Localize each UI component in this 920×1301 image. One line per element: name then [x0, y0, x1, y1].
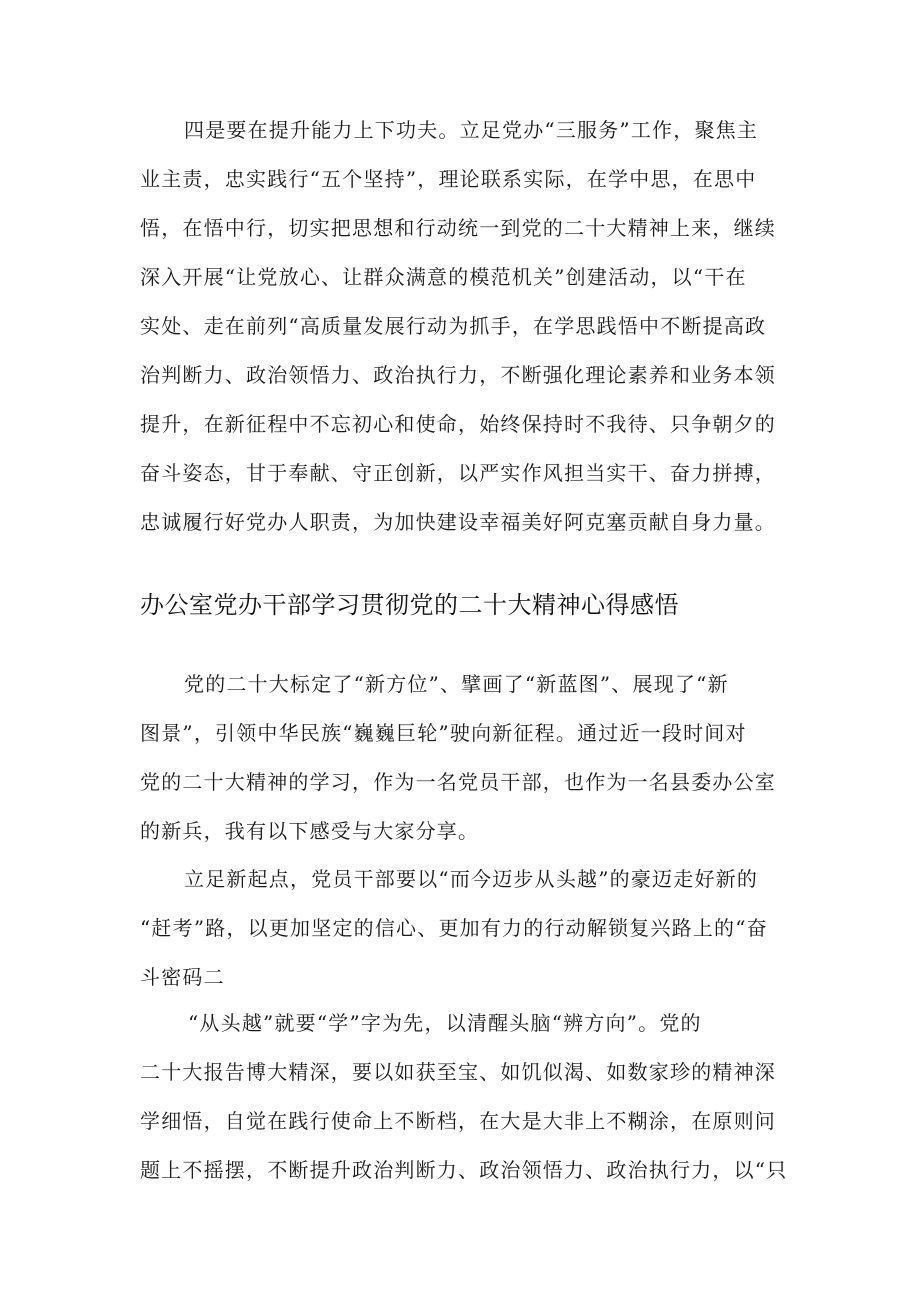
paragraph-study-first [140, 999, 800, 1195]
section-title: 办公室党办干部学习贯彻党的二十大精神心得感悟 [140, 591, 679, 619]
text-line: 斗密码二 [140, 965, 225, 989]
text-line: 图景”，引领中华民族“巍巍巨轮”驶向新征程。通过近一段时间对 [140, 721, 747, 745]
text-line: 悟，在悟中行，切实把思想和行动统一到党的二十大精神上来，继续 [140, 216, 776, 240]
text-line: 深入开展“让党放心、让群众满意的模范机关”创建活动，以“干在 [140, 265, 747, 289]
text-line: 业主责，忠实践行“五个坚持”，理论联系实际，在学中思，在思中 [140, 167, 757, 191]
paragraph-intro [140, 660, 800, 856]
paragraph-capability [140, 106, 800, 547]
text-line: “从头越”就要“学”字为先，以清醒头脑“辨方向”。党的 [188, 1011, 702, 1035]
text-line: 立足新起点，党员干部要以“而今迈步从头越”的豪迈走好新的 [184, 867, 759, 891]
text-line: 题上不摇摆，不断提升政治判断力、政治领悟力、政治执行力，以“只 [140, 1158, 788, 1182]
text-line: 忠诚履行好党办人职责，为加快建设幸福美好阿克塞贡献自身力量。 [140, 510, 776, 534]
text-line: 党的二十大精神的学习，作为一名党员干部，也作为一名县委办公室 [140, 770, 776, 794]
text-line: 党的二十大标定了“新方位”、擘画了“新蓝图”、展现了“新 [184, 672, 729, 696]
text-line: 提升，在新征程中不忘初心和使命，始终保持时不我待、只争朝夕的 [140, 412, 776, 436]
text-line: 治判断力、政治领悟力、政治执行力，不断强化理论素养和业务本领 [140, 363, 776, 387]
text-line: 学细悟，自觉在践行使命上不断档，在大是大非上不糊涂，在原则问 [140, 1109, 776, 1133]
paragraph-new-starting-point [140, 855, 800, 1002]
text-line: 的新兵，我有以下感受与大家分享。 [140, 819, 480, 843]
text-line: 奋斗姿态，甘于奉献、守正创新，以严实作风担当实干、奋力拼搏， [140, 461, 776, 485]
text-line: “赶考”路，以更加坚定的信心、更加有力的行动解锁复兴路上的“奋 [140, 916, 768, 940]
text-line: 四是要在提升能力上下功夫。立足党办“三服务”工作，聚焦主 [184, 118, 759, 142]
text-line: 实处、走在前列“高质量发展行动为抓手，在学思践悟中不断提高政 [140, 314, 767, 338]
text-line: 二十大报告博大精深，要以如获至宝、如饥似渴、如数家珍的精神深 [140, 1060, 776, 1084]
